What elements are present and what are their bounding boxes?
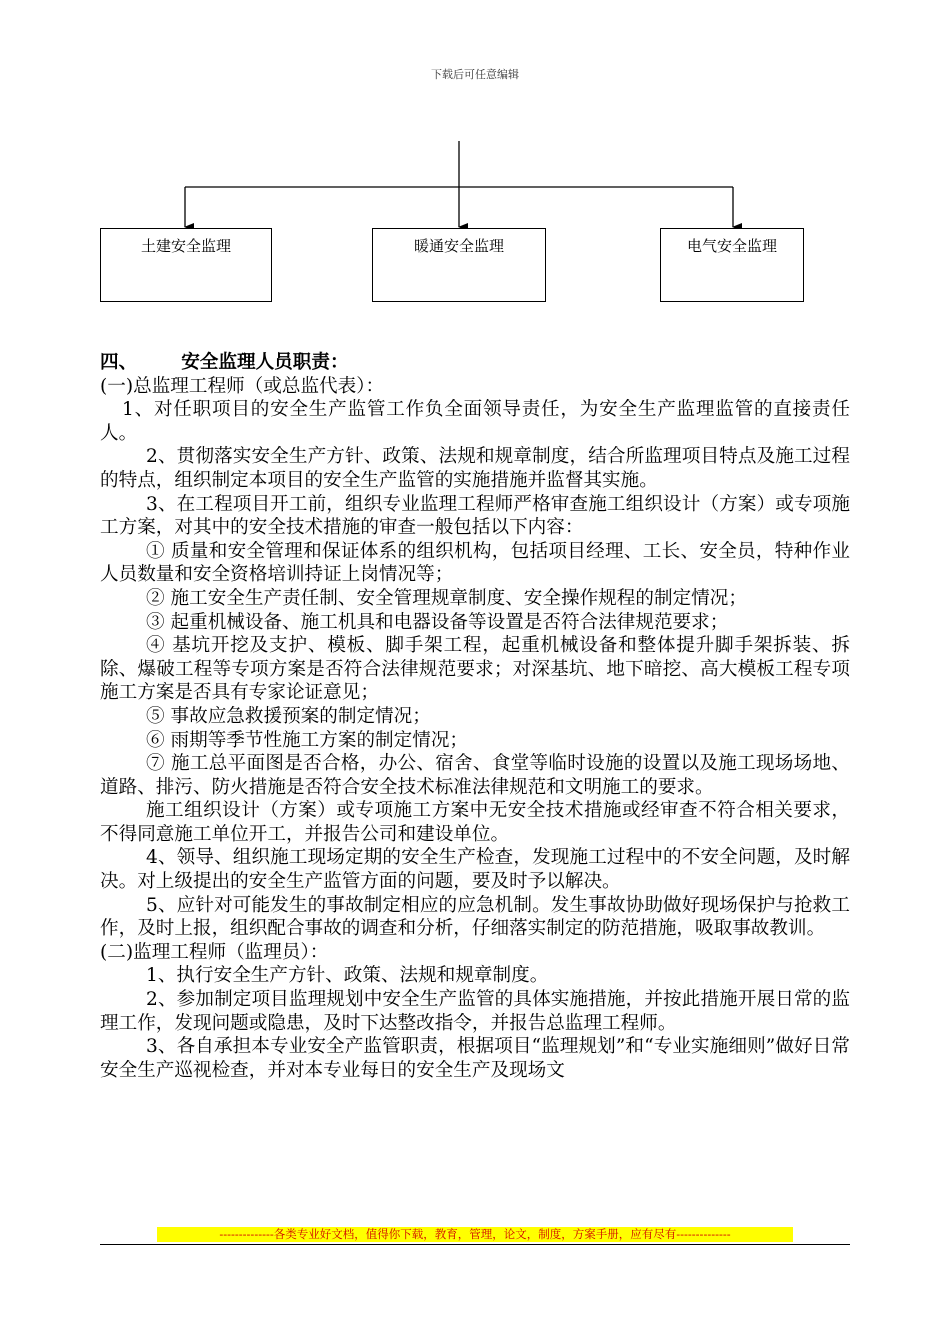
document-body bbox=[100, 351, 850, 1082]
paragraph: ④ 基坑开挖及支护、模板、脚手架工程，起重机械设备和整体提升脚手架拆装、拆除、爆破工程等专项方案是否符合法律规范要求；对深基坑、地下暗挖、高大模板工程专项施工方案是否具有专家论证意见； bbox=[100, 635, 850, 704]
paragraph-list bbox=[100, 375, 850, 1083]
org-box-hvac-safety: 暖通安全监理 bbox=[372, 228, 546, 302]
org-chart bbox=[0, 0, 950, 320]
paragraph: 3、各自承担本专业安全产监管职责，根据项目“监理规划”和“专业实施细则”做好日常安全生产巡视检查，并对本专业每日的安全生产及现场文 bbox=[100, 1036, 850, 1081]
org-box-civil-safety: 土建安全监理 bbox=[100, 228, 272, 302]
paragraph: 5、应针对可能发生的事故制定相应的应急机制。发生事故协助做好现场保护与抢救工作，及时上报，组织配合事故的调查和分析，仔细落实制定的防范措施，吸取事故教训。 bbox=[100, 894, 850, 940]
paragraph: 2、参加制定项目监理规划中安全生产监管的具体实施措施，并按此措施开展日常的监理工作，发现问题或隐患，及时下达整改指令，并报告总监理工程师。 bbox=[100, 989, 850, 1034]
paragraph: 4、领导、组织施工现场定期的安全生产检查，发现施工过程中的不安全问题，及时解决。对上级提出的安全生产监管方面的问题，要及时予以解决。 bbox=[100, 847, 850, 893]
paragraph: 1、执行安全生产方针、政策、法规和规章制度。 bbox=[146, 965, 549, 987]
paragraph: (一)总监理工程师（或总监代表）： bbox=[100, 375, 385, 397]
paragraph: 2、贯彻落实安全生产方针、政策、法规和规章制度，结合所监理项目特点及施工过程的特点，组织制定本项目的安全生产监管的实施措施并监督其实施。 bbox=[100, 446, 850, 491]
footer-divider bbox=[100, 1244, 850, 1245]
paragraph: 施工组织设计（方案）或专项施工方案中无安全技术措施或经审查不符合相关要求，不得同意施工单位开工，并报告公司和建设单位。 bbox=[100, 800, 850, 845]
footer-banner: --------------各类专业好文档，值得你下载，教育，管理，论文，制度，方案手册，应有尽有-------------- bbox=[157, 1227, 793, 1242]
org-box-electrical-safety: 电气安全监理 bbox=[660, 228, 804, 302]
paragraph: (二)监理工程师（监理员）： bbox=[100, 941, 329, 963]
header-note: 下载后可任意编辑 bbox=[431, 68, 519, 81]
paragraph: ⑥ 雨期等季节性施工方案的制定情况； bbox=[146, 729, 469, 751]
section-number: 四、 bbox=[100, 352, 138, 373]
paragraph: ⑦ 施工总平面图是否合格，办公、宿舍、食堂等临时设施的设置以及施工现场场地、道路、排污、防火措施是否符合安全技术标准法律规范和文明施工的要求。 bbox=[100, 753, 850, 798]
paragraph: ① 质量和安全管理和保证体系的组织机构，包括项目经理、工长、安全员，特种作业人员数量和安全资格培训持证上岗情况等； bbox=[100, 540, 850, 586]
paragraph: 1、对任职项目的安全生产监管工作负全面领导责任，为安全生产监理监管的直接责任人。 bbox=[100, 399, 850, 444]
paragraph: ③ 起重机械设备、施工机具和电器设备等设置是否符合法律规范要求； bbox=[146, 611, 729, 633]
section-heading bbox=[100, 351, 850, 375]
paragraph: ⑤ 事故应急救援预案的制定情况； bbox=[146, 705, 431, 727]
section-title: 安全监理人员职责： bbox=[181, 352, 349, 373]
paragraph: 3、在工程项目开工前，组织专业监理工程师严格审查施工组织设计（方案）或专项施工方案，对其中的安全技术措施的审查一般包括以下内容： bbox=[100, 493, 850, 539]
paragraph: ② 施工安全生产责任制、安全管理规章制度、安全操作规程的制定情况； bbox=[146, 587, 747, 609]
